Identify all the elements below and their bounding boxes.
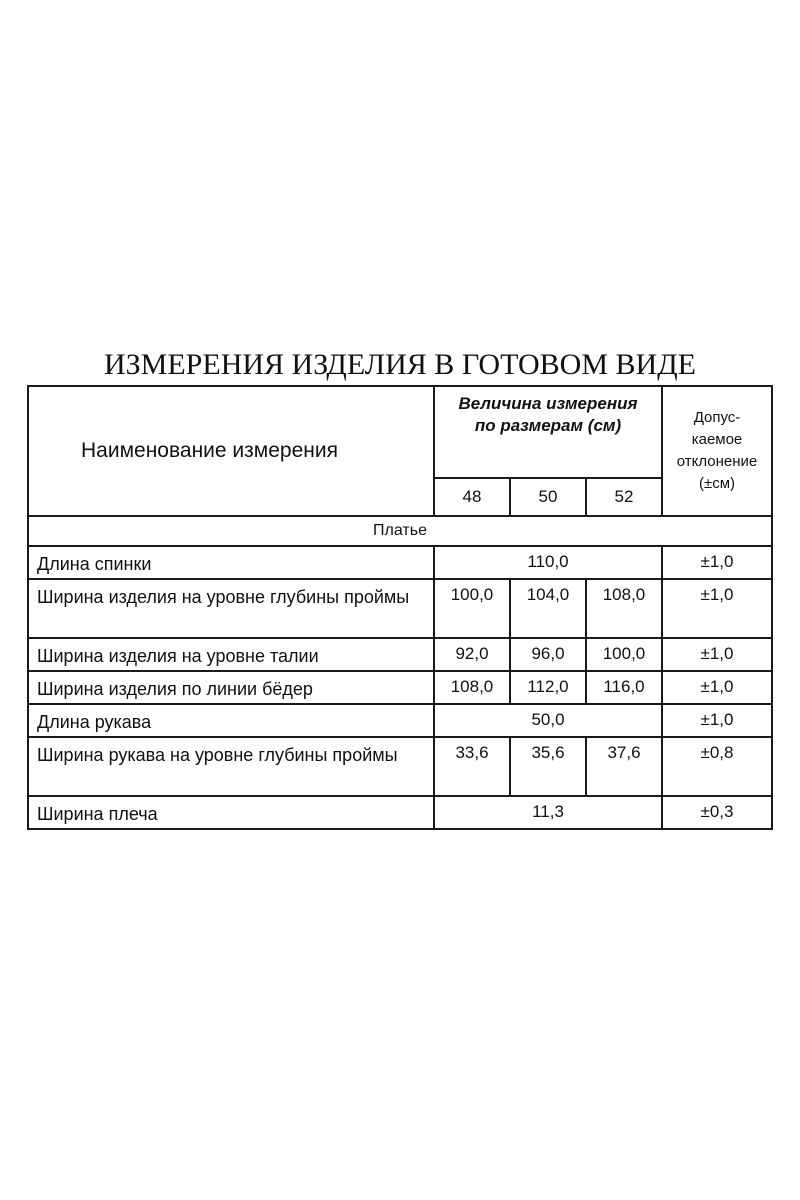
header-tol-line3: отклонение [676,453,758,470]
tolerance-value: ±1,0 [662,704,772,737]
header-value-line2: по размерам (см) [474,416,622,435]
size-48: 48 [434,478,510,516]
tolerance-value: ±1,0 [662,671,772,704]
measurement-name: Ширина рукава на уровне глубины проймы [28,737,434,796]
measurement-value: 50,0 [434,704,662,737]
header-value-line1: Величина измерения [458,394,638,413]
tolerance-value: ±1,0 [662,638,772,671]
tolerance-value: ±0,8 [662,737,772,796]
measurement-name: Ширина изделия на уровне глубины проймы [28,579,434,638]
table-row [28,737,772,796]
measurement-value-48: 92,0 [434,638,510,671]
measurement-name: Ширина плеча [28,796,434,829]
table-row [28,671,772,704]
table-row [28,579,772,638]
measurement-name: Ширина изделия по линии бёдер [28,671,434,704]
header-row [28,386,772,478]
table-row [28,638,772,671]
measurement-name: Ширина изделия на уровне талии [28,638,434,671]
measurement-value-52: 37,6 [586,737,662,796]
header-tolerance [662,386,772,516]
header-measurement-name: Наименование измерения [28,386,434,516]
measurement-value: 11,3 [434,796,662,829]
table-row [28,796,772,829]
page-title: ИЗМЕРЕНИЯ ИЗДЕЛИЯ В ГОТОВОМ ВИДЕ [103,348,696,381]
measurement-value-48: 100,0 [434,579,510,638]
measurement-name: Длина спинки [28,546,434,579]
tolerance-value: ±1,0 [662,579,772,638]
measurement-value-48: 33,6 [434,737,510,796]
size-50: 50 [510,478,586,516]
measurement-name: Длина рукава [28,704,434,737]
size-52: 52 [586,478,662,516]
measurement-value-52: 100,0 [586,638,662,671]
header-tol-line4: (±см) [698,475,736,492]
section-label: Платье [28,516,772,546]
header-measurement-value [434,386,662,478]
tolerance-value: ±1,0 [662,546,772,579]
tolerance-value: ±0,3 [662,796,772,829]
header-tol-line1: Допус- [693,409,741,426]
table-row [28,704,772,737]
measurement-value-52: 116,0 [586,671,662,704]
measurements-table [27,385,773,830]
measurement-value-50: 104,0 [510,579,586,638]
measurement-value-48: 108,0 [434,671,510,704]
measurement-value-50: 112,0 [510,671,586,704]
measurement-value-50: 35,6 [510,737,586,796]
measurement-value-52: 108,0 [586,579,662,638]
measurement-value: 110,0 [434,546,662,579]
measurement-value-50: 96,0 [510,638,586,671]
header-tol-line2: каемое [691,431,743,448]
table-row [28,546,772,579]
section-row [28,516,772,546]
